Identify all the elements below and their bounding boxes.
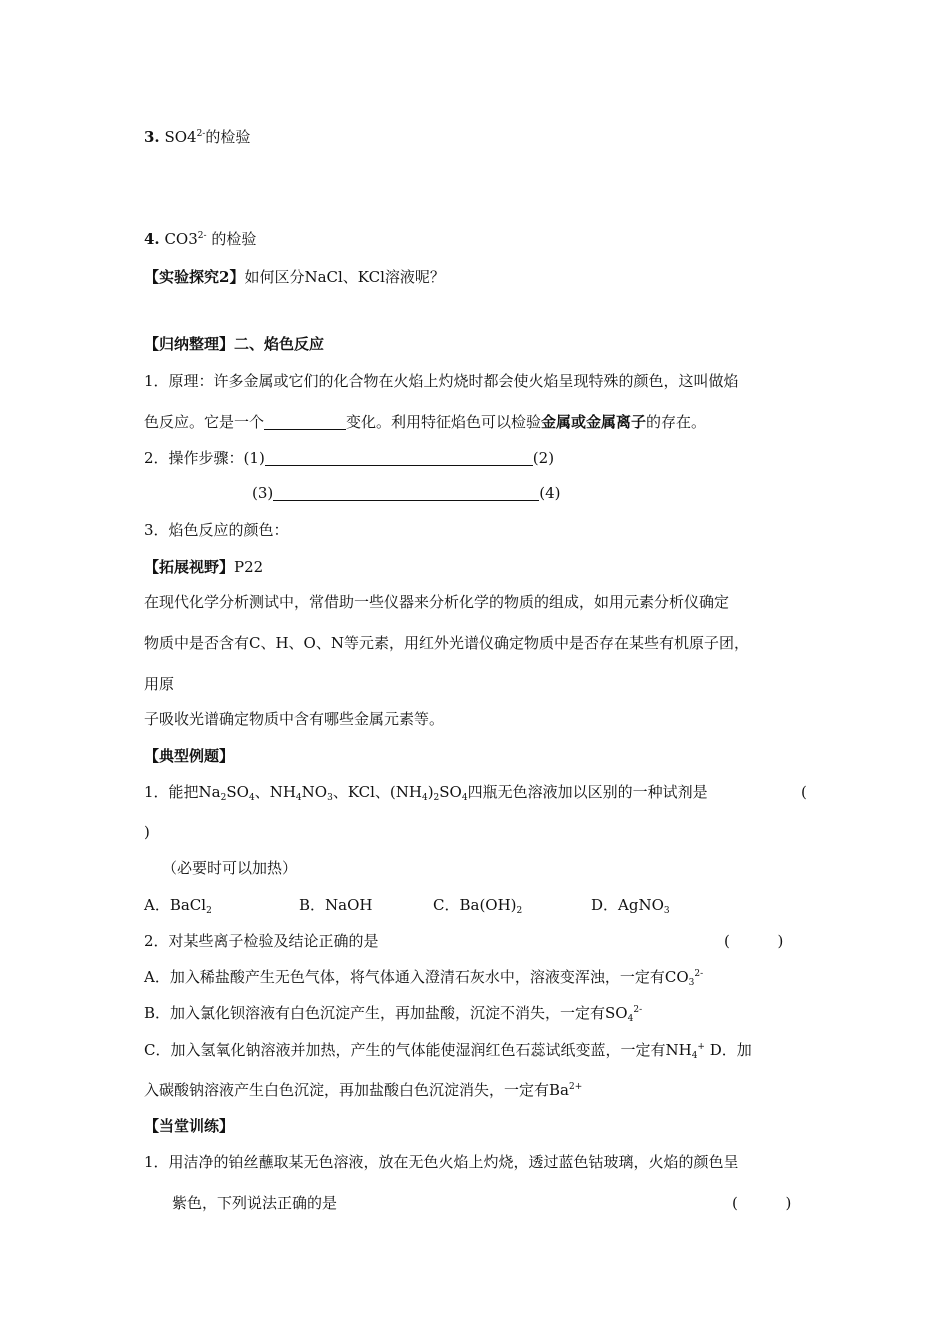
step-1-blank[interactable] xyxy=(265,449,533,466)
ion-charge: 2- xyxy=(694,969,704,979)
option-a-text: A．BaCl xyxy=(144,896,207,914)
formula-no: NO xyxy=(301,783,328,801)
principle-line-2 xyxy=(144,412,706,432)
example-2-option-c[interactable] xyxy=(144,1040,752,1060)
example-1-note: （必要时可以加热） xyxy=(162,859,298,877)
step-2-label: (2) xyxy=(532,449,555,467)
principle-text-c: 的存在。 xyxy=(646,413,707,431)
expand-tag: 【拓展视野】 xyxy=(144,558,235,576)
formula-sub: 4 xyxy=(461,793,468,803)
example-2-paren: ( ) xyxy=(724,932,784,950)
example-2-option-c-text: C．加入氢氧化钠溶液并加热，产生的气体能使湿润红色石蕊试纸变蓝，一定有NH xyxy=(144,1041,692,1059)
step-4-label: (4) xyxy=(539,484,561,502)
principle-text-b: 变化。利用特征焰色可以检验 xyxy=(346,413,542,431)
option-b[interactable] xyxy=(299,895,433,915)
experiment-2-tag: 【实验探究2】 xyxy=(144,268,245,286)
example-2-option-a-text: A．加入稀盐酸产生无色气体，将气体通入澄清石灰水中，溶液变浑浊，一定有CO xyxy=(144,968,689,986)
formula-sub: 4 xyxy=(248,793,255,803)
example-1-number: 1．能把 xyxy=(144,783,199,801)
formula-nh: NH xyxy=(269,783,296,801)
sulfate-formula: SO4 xyxy=(164,128,197,146)
formula-sub: 4 xyxy=(295,793,302,803)
practice-heading: 【当堂训练】 xyxy=(144,1117,235,1135)
steps-label: 2．操作步骤： xyxy=(144,449,244,467)
section-4-number: 4. xyxy=(144,230,160,248)
carbonate-charge: 2- xyxy=(197,231,207,241)
practice-line-2: 紫色，下列说法正确的是 xyxy=(172,1194,338,1212)
ion-charge: + xyxy=(697,1042,705,1052)
example-1-paren-right: ) xyxy=(144,823,150,841)
expand-line-2: 物质中是否含有C、H、O、N等元素，用红外光谱仪确定物质中是否存在某些有机原子团， xyxy=(144,634,749,652)
example-1-text: 四瓶无色溶液加以区别的一种试剂是 xyxy=(467,783,708,801)
example-2-stem: 2．对某些离子检验及结论正确的是 xyxy=(144,932,379,950)
step-3-blank[interactable] xyxy=(273,484,539,501)
option-d-start: D．加 xyxy=(704,1041,752,1059)
section-3-number: 3. xyxy=(144,128,160,146)
section-4-heading xyxy=(144,229,256,249)
example-2-option-d[interactable] xyxy=(144,1080,582,1100)
practice-paren: ( ) xyxy=(732,1194,792,1212)
section-3-text: 的检验 xyxy=(205,128,251,146)
section-3-heading xyxy=(144,127,250,147)
example-2-option-a[interactable] xyxy=(144,967,703,987)
option-d[interactable] xyxy=(591,895,670,915)
example-1-stem xyxy=(144,782,708,802)
examples-heading: 【典型例题】 xyxy=(144,747,235,765)
section-4-text: 的检验 xyxy=(206,230,257,248)
ion-sub: 4 xyxy=(691,1051,698,1061)
option-d-sub: 3 xyxy=(663,906,670,916)
option-c[interactable] xyxy=(433,895,591,915)
steps-line-1 xyxy=(144,448,554,468)
formula-nh4: (NH xyxy=(389,783,422,801)
principle-line-1: 1．原理：许多金属或它们的化合物在火焰上灼烧时都会使火焰呈现特殊的颜色，这叫做焰 xyxy=(144,372,739,390)
flame-colors-line: 3．焰色反应的颜色： xyxy=(144,521,289,539)
option-d-text: D．AgNO xyxy=(591,896,664,914)
formula-sub: 2 xyxy=(433,793,440,803)
steps-line-2 xyxy=(252,483,561,503)
example-2-option-b[interactable] xyxy=(144,1003,642,1023)
sulfate-charge: 2- xyxy=(196,129,206,139)
change-type-blank[interactable] xyxy=(264,413,346,430)
example-1-paren-left: ( xyxy=(801,783,807,801)
option-b-text: B．NaOH xyxy=(299,896,373,914)
formula-paren: ) xyxy=(427,783,434,801)
option-a[interactable] xyxy=(144,895,299,915)
experiment-2-question: 如何区分NaCl、KCl溶液呢？ xyxy=(244,268,445,286)
carbonate-formula: CO3 xyxy=(164,230,198,248)
option-c-text: C．Ba(OH) xyxy=(433,896,517,914)
formula-sub: 2 xyxy=(220,793,227,803)
expand-heading xyxy=(144,557,263,577)
ion-charge: 2+ xyxy=(568,1082,583,1092)
example-2-option-d-text: 入碳酸钠溶液产生白色沉淀，再加盐酸白色沉淀消失，一定有Ba xyxy=(144,1081,569,1099)
separator: 、 xyxy=(254,783,270,801)
formula-so: SO xyxy=(226,783,249,801)
expand-line-1: 在现代化学分析测试中，常借助一些仪器来分析化学的物质的组成，如用元素分析仪确定 xyxy=(144,593,730,611)
option-c-sub: 2 xyxy=(516,906,523,916)
ion-sub: 3 xyxy=(688,978,695,988)
principle-text-a: 色反应。它是一个 xyxy=(144,413,265,431)
formula-sub: 3 xyxy=(327,793,333,803)
formula-so: SO xyxy=(439,783,462,801)
example-1-options xyxy=(144,895,670,915)
expand-ref: P22 xyxy=(234,558,264,576)
expand-line-4: 子吸收光谱确定物质中含有哪些金属元素等。 xyxy=(144,710,445,728)
step-3-label: (3) xyxy=(252,484,274,502)
practice-line-1: 1．用洁净的铂丝蘸取某无色溶液，放在无色火焰上灼烧，透过蓝色钴玻璃，火焰的颜色呈 xyxy=(144,1153,739,1171)
principle-bold: 金属或金属离子 xyxy=(541,413,647,431)
ion-charge: 2- xyxy=(633,1005,643,1015)
summary-heading xyxy=(144,334,324,354)
step-1-label: (1) xyxy=(243,449,265,467)
formula-na: Na xyxy=(198,783,221,801)
summary-tag: 【归纳整理】 xyxy=(144,335,235,353)
summary-title: 二、焰色反应 xyxy=(234,335,325,353)
separator: 、KCl、 xyxy=(332,783,390,801)
example-2-option-b-text: B．加入氯化钡溶液有白色沉淀产生，再加盐酸，沉淀不消失，一定有SO xyxy=(144,1004,628,1022)
option-a-sub: 2 xyxy=(206,906,212,916)
ion-sub: 4 xyxy=(627,1014,634,1024)
experiment-2-line xyxy=(144,267,445,287)
formula-sub: 4 xyxy=(421,793,428,803)
expand-line-3: 用原 xyxy=(144,675,175,693)
